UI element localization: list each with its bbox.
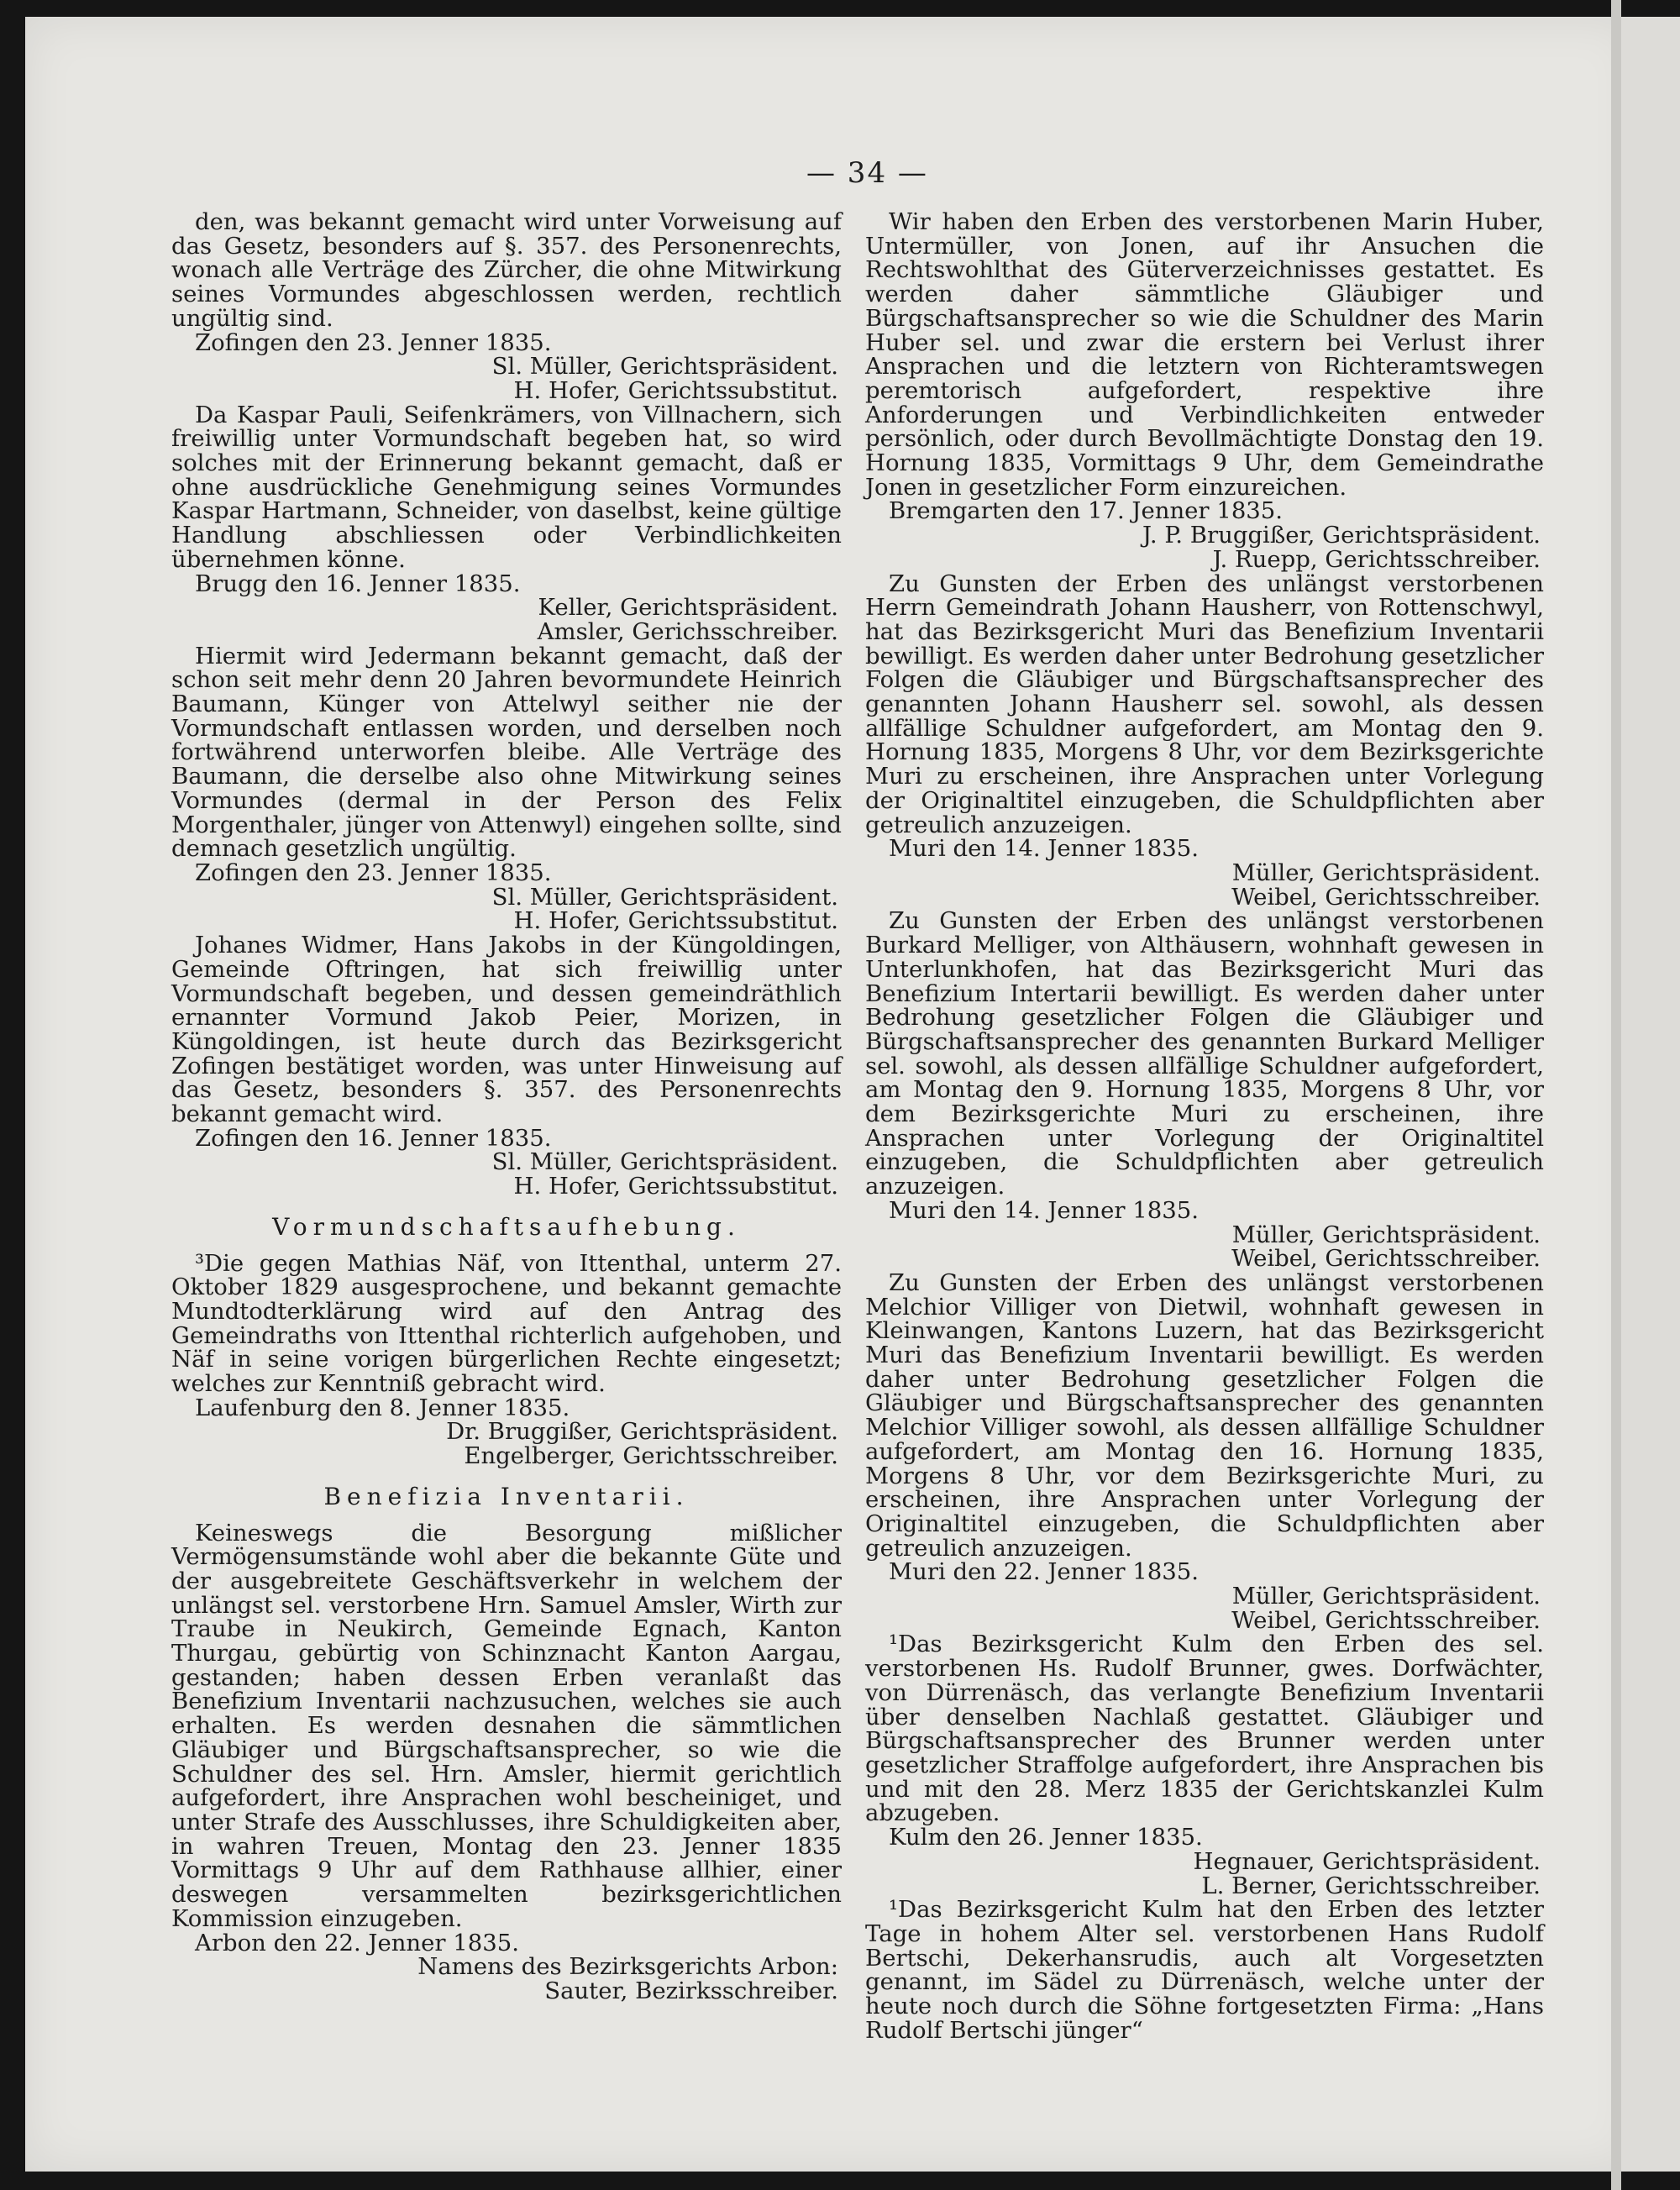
notice-paragraph: Da Kaspar Pauli, Seifenkrämers, von Villnachern, sich freiwillig unter Vormundschaft begeben hat, so wird solches mit der Erinnerung bekannt gemacht, daß er ohne ausdrückliche Genehmigung seines Vormundes Kaspar Hartmann, Schneider, von daselbst, keine gültige Handlung abschliessen oder Verbindlichkeiten übernehmen könne. bbox=[171, 401, 842, 573]
notice-date: Muri den 22. Jenner 1835. bbox=[889, 1558, 1199, 1586]
notice-paragraph: ¹Das Bezirksgericht Kulm hat den Erben des letzter Tage in hohem Alter sel. verstorbenen Hans Rudolf Bertschi, Dekerhansrudis, auch alt Vorgesetzten genannt, im Sädel zu Dürrenäsch, welche unter der heute noch durch die Söhne fortgesetzten Firma: „Hans Rudolf Bertschi jünger“ bbox=[865, 1896, 1544, 2044]
notice-signature: J. Ruepp, Gerichtsschreiber. bbox=[1212, 545, 1541, 573]
notice-paragraph: Johanes Widmer, Hans Jakobs in der Küngoldingen, Gemeinde Oftringen, hat sich freiwillig unter Vormundschaft begeben, und dessen gemeindräthlich ernannter Vormund Jakob Peier, Morizen, in Küngoldingen, ist heute durch das Bezirksgericht Zofingen bestätiget worden, was unter Hinweisung auf das Gesetz, besonders §. 357. des Personenrechts bekannt gemacht wird. bbox=[171, 932, 842, 1128]
notice-date: Kulm den 26. Jenner 1835. bbox=[889, 1824, 1203, 1851]
notice-date: Muri den 14. Jenner 1835. bbox=[889, 835, 1199, 863]
notice-date: Brugg den 16. Jenner 1835. bbox=[195, 570, 521, 597]
notice-paragraph: Zu Gunsten der Erben des unlängst verstorbenen Melchior Villiger von Dietwil, wohnhaft gewesen in Kleinwangen, Kantons Luzern, hat das Bezirksgericht Muri das Benefizium Inventarii bewilligt. Es werden daher unter Bedrohung gesetzlicher Folgen die Gläubiger und Bürgschaftsansprecher des genannten Melchior Villiger sowohl, als dessen allfällige Schuldner aufgefordert, am Montag den 16. Hornung 1835, Morgens 8 Uhr, vor dem Bezirksgerichte Muri, zu erscheinen, ihre Ansprachen unter Vorlegung der Originaltitel einzugeben, die Schuldpflichten aber getreulich anzuzeigen. bbox=[865, 1268, 1544, 1562]
notice-paragraph: Zu Gunsten der Erben des unlängst verstorbenen Herrn Gemeindrath Johann Hausherr, von Rottenschwyl, hat das Bezirksgericht Muri das Benefizium Inventarii bewilligt. Es werden daher unter Bedrohung gesetzlicher Folgen die Gläubiger und Bürgschaftsansprecher des genannten Johann Hausherr sel. sowohl, als dessen allfällige Schuldner aufgefordert, am Montag den 9. Hornung 1835, Morgens 8 Uhr, vor dem Bezirksgerichte Muri zu erscheinen, ihre Ansprachen unter Vorlegung der Originaltitel einzugeben, die Schuldpflichten aber getreulich anzuzeigen. bbox=[865, 570, 1544, 838]
notice-signature: Weibel, Gerichtsschreiber. bbox=[1231, 883, 1541, 911]
notice-date: Zofingen den 16. Jenner 1835. bbox=[195, 1124, 552, 1152]
notice-signature: L. Berner, Gerichtsschreiber. bbox=[1201, 1872, 1541, 1899]
notice-signature: Müller, Gerichtspräsident. bbox=[1231, 859, 1541, 886]
notice-signature: Müller, Gerichtspräsident. bbox=[1231, 1221, 1541, 1248]
notice-paragraph: Keineswegs die Besorgung mißlicher Vermögensumstände wohl aber die bekannte Güte und der ausgebreitete Geschäftsverkehr in welchem der unlängst sel. verstorbene Hrn. Samuel Amsler, Wirth zur Traube in Neukirch, Gemeinde Egnach, Kanton Thurgau, gebürtig von Schinznacht Kanton Aargau, gestanden; haben dessen Erben veranlaßt das Benefizium Inventarii nachzusuchen, welches sie auch erhalten. Es werden desnahen die sämmtlichen Gläubiger und Bürgschaftsansprecher, so wie die Schuldner des sel. Hrn. Amsler, hiermit gerichtlich aufgefordert, ihre Ansprachen wohl bescheiniget, und unter Strafe des Ausschlusses, ihre Schuldigkeiten aber, in wahren Treuen, Montag den 23. Jenner 1835 Vormittags 9 Uhr auf dem Rathhause allhier, einer deswegen versammelten bezirksgerichtlichen Kommission einzugeben. bbox=[171, 1519, 842, 1932]
notice-date: Laufenburg den 8. Jenner 1835. bbox=[195, 1394, 570, 1421]
notice-paragraph: den, was bekannt gemacht wird unter Vorweisung auf das Gesetz, besonders auf §. 357. des Personenrechts, wonach alle Verträge des Zürcher, die ohne Mitwirkung seines Vormundes abgeschlossen werden, rechtlich ungültig sind. bbox=[171, 208, 842, 332]
notice-signature: J. P. Bruggißer, Gerichtspräsident. bbox=[1142, 522, 1541, 549]
notice-paragraph: Zu Gunsten der Erben des unlängst verstorbenen Burkard Melliger, von Althäusern, wohnhaft gewesen in Unterlunkhofen, hat das Bezirksgericht Muri das Benefizium Intertarii bewilligt. Es werden daher unter Bedrohung gesetzlicher Folgen die Gläubiger und Bürgschaftsansprecher des genannten Burkard Melliger sel. sowohl, als dessen allfällige Schuldner aufgefordert, am Montag den 9. Hornung 1835, Morgens 8 Uhr, vor dem Bezirksgerichte Muri zu erscheinen, ihre Ansprachen unter Vorlegung der Originaltitel einzugeben, die Schuldpflichten aber getreulich anzuzeigen. bbox=[865, 907, 1544, 1200]
notice-signature: Namens des Bezirksgerichts Arbon: bbox=[417, 1953, 838, 1981]
notice-paragraph: Hiermit wird Jedermann bekannt gemacht, daß der schon seit mehr denn 20 Jahren bevormundete Heinrich Baumann, Künger von Attelwyl seither nie der Vormundschaft entlassen worden, und derselben noch fortwährend unterworfen bleibe. Alle Verträge des Baumann, die derselbe also ohne Mitwirkung seines Vormundes (dermal in der Person des Felix Morgenthaler, jünger von Attenwyl) eingehen sollte, sind demnach gesetzlich ungültig. bbox=[171, 642, 842, 863]
notice-paragraph: ³Die gegen Mathias Näf, von Ittenthal, unterm 27. Oktober 1829 ausgesprochene, und bekannt gemachte Mundtodterklärung wird auf den Antrag des Gemeindraths von Ittenthal richterlich aufgehoben, und Näf in seine vorigen bürgerlichen Rechte eingesetzt; welches zur Kenntniß gebracht wird. bbox=[171, 1249, 842, 1398]
notice-signature: Engelberger, Gerichtsschreiber. bbox=[464, 1442, 838, 1470]
notice-paragraph: ¹Das Bezirksgericht Kulm den Erben des sel. verstorbenen Hs. Rudolf Brunner, gwes. Dorfwächter, von Dürrenäsch, das verlangte Benefizium Inventarii über denselben Nachlaß gestattet. Gläubiger und Bürgschaftsansprecher des Brunner werden unter gesetzlicher Straffolge aufgefordert, ihre Ansprachen bis und mit den 28. Merz 1835 der Gerichtskanzlei Kulm abzugeben. bbox=[865, 1631, 1544, 1827]
notice-signature: Weibel, Gerichtsschreiber. bbox=[1231, 1606, 1541, 1634]
notice-signature: Weibel, Gerichtsschreiber. bbox=[1231, 1245, 1541, 1273]
notice-date: Zofingen den 23. Jenner 1835. bbox=[195, 859, 552, 886]
notice-signature: H. Hofer, Gerichtssubstitut. bbox=[513, 907, 838, 935]
notice-signature: Amsler, Gerichsschreiber. bbox=[537, 617, 838, 645]
notice-signature: Sauter, Bezirksschreiber. bbox=[544, 1977, 838, 2004]
notice-date: Arbon den 22. Jenner 1835. bbox=[195, 1929, 520, 1956]
notice-signature: Sl. Müller, Gerichtspräsident. bbox=[491, 1148, 838, 1176]
notice-date: Zofingen den 23. Jenner 1835. bbox=[195, 328, 552, 356]
notice-paragraph: Wir haben den Erben des verstorbenen Marin Huber, Untermüller, von Jonen, auf ihr Ansuchen die Rechtswohlthat des Güterverzeichnisses gestattet. Es werden daher sämmtliche Gläubiger und Bürgschaftsansprecher so wie die Schuldner des Marin Huber sel. und zwar die erstern bei Verlust ihrer Ansprachen und die letztern von Richteramtswegen peremtorisch aufgefordert, respektive ihre Anforderungen und Verbindlichkeiten entweder persönlich, oder durch Bevollmächtigte Donstag den 19. Hornung 1835, Vormittags 9 Uhr, dem Gemeindrathe Jonen in gesetzlicher Form einzureichen. bbox=[865, 208, 1544, 501]
notice-signature: Keller, Gerichtspräsident. bbox=[538, 594, 838, 622]
notice-signature: Hegnauer, Gerichtspräsident. bbox=[1193, 1847, 1541, 1875]
notice-signature: Sl. Müller, Gerichtspräsident. bbox=[491, 883, 838, 911]
page-spine bbox=[1611, 0, 1621, 2190]
notice-signature: H. Hofer, Gerichtssubstitut. bbox=[513, 376, 838, 404]
notice-signature: H. Hofer, Gerichtssubstitut. bbox=[513, 1173, 838, 1200]
notice-signature: Sl. Müller, Gerichtspräsident. bbox=[491, 353, 838, 381]
notice-signature: Müller, Gerichtspräsident. bbox=[1231, 1583, 1541, 1610]
right-column bbox=[865, 210, 1544, 2042]
notice-signature: Dr. Bruggißer, Gerichtspräsident. bbox=[446, 1418, 838, 1446]
notice-date: Bremgarten den 17. Jenner 1835. bbox=[889, 497, 1284, 525]
next-page-edge bbox=[1621, 17, 1680, 2172]
left-column bbox=[171, 210, 842, 2004]
page-number: — 34 — bbox=[806, 156, 928, 190]
section-heading: Vormundschaftsaufhebung. bbox=[272, 1212, 741, 1241]
notice-date: Muri den 14. Jenner 1835. bbox=[889, 1196, 1199, 1224]
section-heading: Benefizia Inventarii. bbox=[323, 1482, 690, 1510]
